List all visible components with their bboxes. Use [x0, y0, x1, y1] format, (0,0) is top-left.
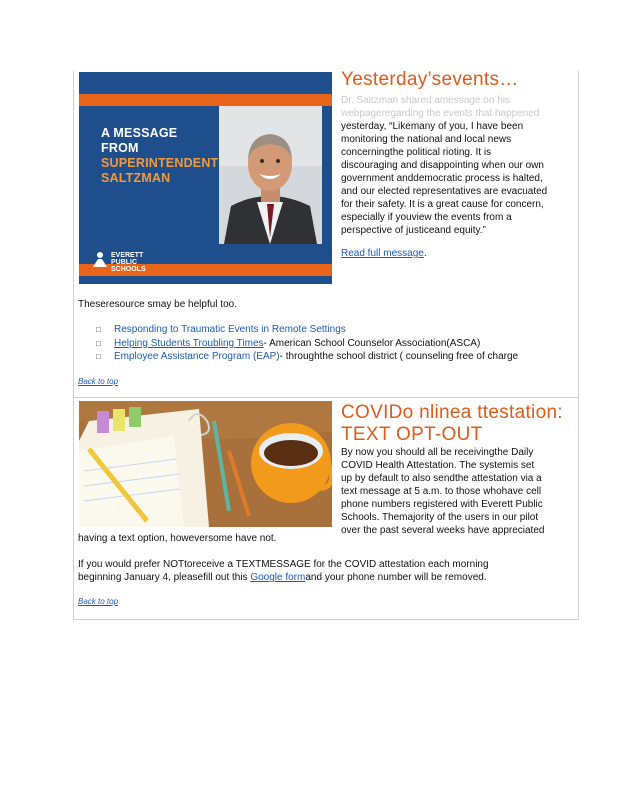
text-line: especially if youview the events from a — [341, 212, 512, 223]
list-item — [96, 337, 518, 351]
read-more — [341, 247, 427, 260]
caption-line: FROM — [101, 141, 139, 155]
caption-line: A MESSAGE — [101, 126, 178, 140]
superintendent-photo — [219, 106, 322, 244]
text-line: over the past several weeks have appreciated — [341, 525, 545, 536]
section-title: Yesterday’sevents… — [341, 69, 519, 90]
back-to-top-link[interactable]: Back to top — [78, 377, 119, 386]
orange-stripe-top — [79, 94, 332, 106]
text-line: yesterday, “Likemany of you, I have been — [341, 121, 524, 132]
text-line: perspective of justiceand equity.” — [341, 225, 486, 236]
text-fragment: and your phone number will be removed. — [305, 572, 487, 583]
text-line: up by default to also sendthe attestation via a — [341, 473, 542, 484]
resource-link[interactable]: Helping Students Troubling Times — [114, 337, 264, 349]
resource-note: - throughthe school district ( counseling free of charge — [279, 351, 519, 362]
opt-out-paragraph — [78, 558, 489, 584]
text-fragment: beginning January 4, pleasefill out this — [78, 572, 251, 583]
read-full-message-link[interactable]: Read full message — [341, 248, 424, 259]
text-line: monitoring the national and local news — [341, 134, 512, 145]
text-line: phone numbers registered with Everett Public — [341, 499, 543, 510]
resource-list — [96, 323, 518, 364]
google-form-link[interactable]: Google form — [250, 572, 306, 583]
list-item — [96, 350, 518, 364]
title-line: TEXT OPT-OUT — [341, 424, 483, 445]
section-title — [341, 402, 563, 446]
logo-line: SCHOOLS — [111, 266, 146, 273]
superintendent-message-image — [79, 72, 332, 284]
list-item — [96, 323, 518, 337]
text-line: Schools. Themajority of the users in our pilot — [341, 512, 539, 523]
logo-line: EVERETT — [111, 252, 144, 259]
resource-note: - American School Counselor Association(ASCA) — [263, 337, 481, 349]
text-line: By now you should all be receivingthe Daily — [341, 447, 534, 458]
text-line: concerningthe political rioting. It is — [341, 147, 492, 158]
caption-line: SUPERINTENDENT — [101, 156, 219, 170]
text-line: If you would prefer NOTtoreceive a TEXTMESSAGE for the COVID attestation each morning — [78, 559, 489, 570]
text-line: for their safety. It is a great cause for concern, — [341, 199, 544, 210]
text-line: text message at 5 a.m. to those whohave cell — [341, 486, 542, 497]
text-line — [78, 571, 489, 584]
resources-intro: Theseresource smay be helpful too. — [78, 299, 237, 310]
section-divider — [73, 397, 579, 398]
text-line: and our elected representatives are evacuated — [341, 186, 548, 197]
logo-line: PUBLIC — [111, 259, 138, 266]
caption-line: SALTZMAN — [101, 171, 171, 185]
desk-stationery-image — [79, 401, 332, 527]
text-line: discouraging and disappointing when our own — [341, 160, 544, 171]
bullet-icon: □ — [96, 325, 101, 334]
title-line: COVIDo nlinea ttestation: — [341, 402, 563, 423]
back-to-top-link[interactable]: Back to top — [78, 597, 119, 606]
message-excerpt — [341, 94, 576, 237]
attestation-text — [341, 446, 576, 537]
text-line: government anddemocratic process is halted, — [341, 173, 543, 184]
read-suffix: . — [423, 248, 427, 259]
text-line: having a text option, howeversome have not. — [78, 533, 277, 544]
resource-link[interactable]: Employee Assistance Program (EAP) — [114, 351, 280, 362]
resource-link[interactable]: Responding to Traumatic Events in Remote Settings — [114, 324, 346, 335]
image-caption — [101, 126, 218, 186]
text-line: Dr. Saltzman shared amessage on his — [341, 95, 510, 106]
text-line: webpageregarding the events that happened — [341, 108, 540, 119]
bullet-icon: □ — [96, 338, 101, 348]
text-line: COVID Health Attestation. The systemis set — [341, 460, 535, 471]
bullet-icon: □ — [96, 352, 101, 361]
